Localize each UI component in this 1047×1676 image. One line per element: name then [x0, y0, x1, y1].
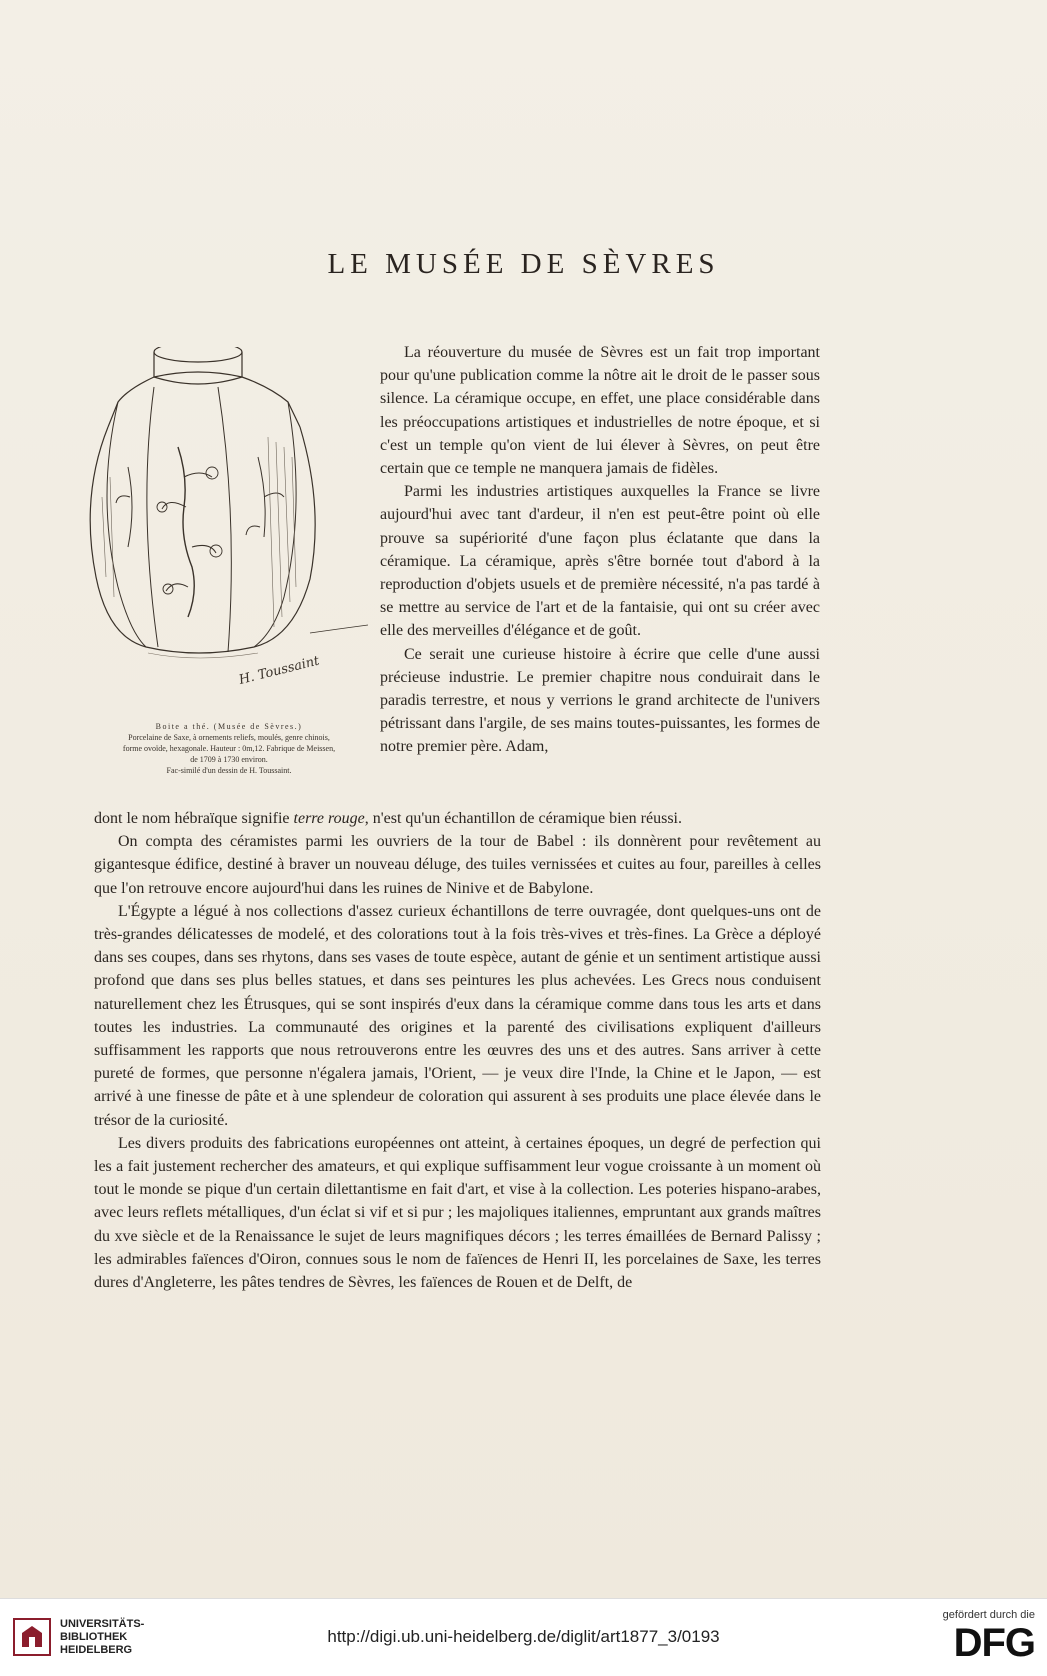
caption-line: de 1709 à 1730 environ. — [190, 755, 268, 764]
figure-caption — [88, 721, 370, 776]
permalink-url[interactable]: http://digi.ub.uni-heidelberg.de/diglit/art1877_3/0193 — [327, 1627, 720, 1646]
institution-line: BIBLIOTHEK — [60, 1631, 128, 1643]
signature: H. Toussaint — [237, 653, 321, 688]
institution-line: HEIDELBERG — [60, 1644, 133, 1656]
text-column-full-width — [94, 807, 821, 1294]
paragraph-continuation — [94, 807, 821, 830]
paragraph: L'Égypte a légué à nos collections d'assez curieux échantillons de terre ouvragée, dont quelques-uns ont de très-grandes délicatesses de modelé, et des colorations tout à la fois très-vives et très-fines. La Grèce a déployé dans ses coupes, dans ses rhytons, dans ses vases de toute espèce, autant de génie et un sentiment artistique aussi profond que dans ses plus belles statues, et dans ses peintures les plus achevées. Les Grecs nous conduisent naturellement chez les Étrusques, qui se sont inspirés d'eux dans la céramique comme dans tous les arts et dans toutes les industries. La communauté des origines et la parenté des civilisations expliquent d'ailleurs suffisamment les rapports que nous retrouverons entre les œuvres des uns et des autres. Sans arriver à cette pureté de formes, que personne n'égalera jamais, l'Orient, — je veux dire l'Inde, la Chine et le Japon, — est arrivé à une finesse de pâte et à une splendeur de coloration qui assurent à ses produits une place élevée dans le trésor de la curiosité. — [94, 902, 821, 1129]
text-run: dont le nom hébraïque signifie — [94, 810, 294, 827]
caption-line: Porcelaine de Saxe, à ornements reliefs, moulés, genre chinois, — [128, 733, 330, 742]
text-column-beside-figure — [380, 341, 820, 759]
paragraph: Parmi les industries artistiques auxquelles la France se livre aujourd'hui avec tant d'ardeur, il n'en est peut-être point où elle prouve sa supériorité d'une façon plus éclatante que dans la céramique. La céramique, après s'être bornée tout d'abord à la reproduction d'objets usuels et de première nécessité, n'a pas tardé à se mettre au service de l'art et de la fantaisie, qui ont su créer avec elle des merveilles d'élégance et de goût. — [380, 483, 820, 640]
caption-title: Boite a thé. (Musée de Sèvres.) — [155, 722, 303, 731]
caption-line: forme ovoïde, hexagonale. Hauteur : 0m,12. Fabrique de Meissen, — [122, 744, 336, 753]
dfg-logo: DFG — [953, 1621, 1035, 1665]
funding-note: gefördert durch die — [942, 1609, 1035, 1621]
institution-line: UNIVERSITÄTS- — [60, 1618, 145, 1630]
italic-term: terre rouge — [293, 810, 365, 827]
tea-caddy-illustration — [88, 347, 370, 719]
digitization-footer — [0, 1598, 1047, 1676]
paragraph: La réouverture du musée de Sèvres est un fait trop important pour qu'une publication comme la nôtre ait le droit de le passer sous silence. La céramique occupe, en effet, une place considérable dans les préoccupations artistiques et industrielles de notre époque, et si c'est un temple qu'on vient de lui élever à Sèvres, on peut être certain que ce temple ne manquera jamais de fidèles. — [380, 344, 820, 478]
paragraph: On compta des céramistes parmi les ouvriers de la tour de Babel : ils donnèrent pour revêtement au gigantesque édifice, destiné à braver un nouveau déluge, des tuiles vernissées et cuites au four, pareilles à celles que l'on retrouve encore aujourd'hui dans les ruines de Ninive et de Babylone. — [94, 833, 821, 897]
page-title: LE MUSÉE DE SÈVRES — [327, 248, 720, 280]
text-run: , n'est qu'un échantillon de céramique bien réussi. — [364, 810, 682, 827]
paragraph: Ce serait une curieuse histoire à écrire que celle d'une aussi précieuse industrie. Le premier chapitre nous conduirait dans le paradis terrestre, et nous y verrions le grand architecte de l'univers pétrissant dans l'argile, de ses mains toutes-puissantes, les formes de notre premier père. Adam, — [380, 645, 820, 756]
caption-line: Fac-similé d'un dessin de H. Toussaint. — [166, 766, 292, 775]
paragraph: Les divers produits des fabrications européennes ont atteint, à certaines époques, un degré de perfection qui les a fait justement rechercher des amateurs, et qui explique suffisamment leur vogue croissante à un moment où tout le monde se pique d'un certain dilettantisme en fait d'art, et vise à la collection. Les poteries hispano-arabes, avec leurs reflets métalliques, d'un éclat si vif et si pur ; les majoliques italiennes, empruntant aux grands maîtres du xve siècle et de la Renaissance le sujet de leurs magnifiques décors ; les terres émaillées de Bernard Palissy ; les admirables faïences d'Oiron, connues sous le nom de faïences de Henri II, les porcelaines de Saxe, les terres dures d'Angleterre, les pâtes tendres de Sèvres, les faïences de Rouen et de Delft, de — [94, 1134, 821, 1292]
